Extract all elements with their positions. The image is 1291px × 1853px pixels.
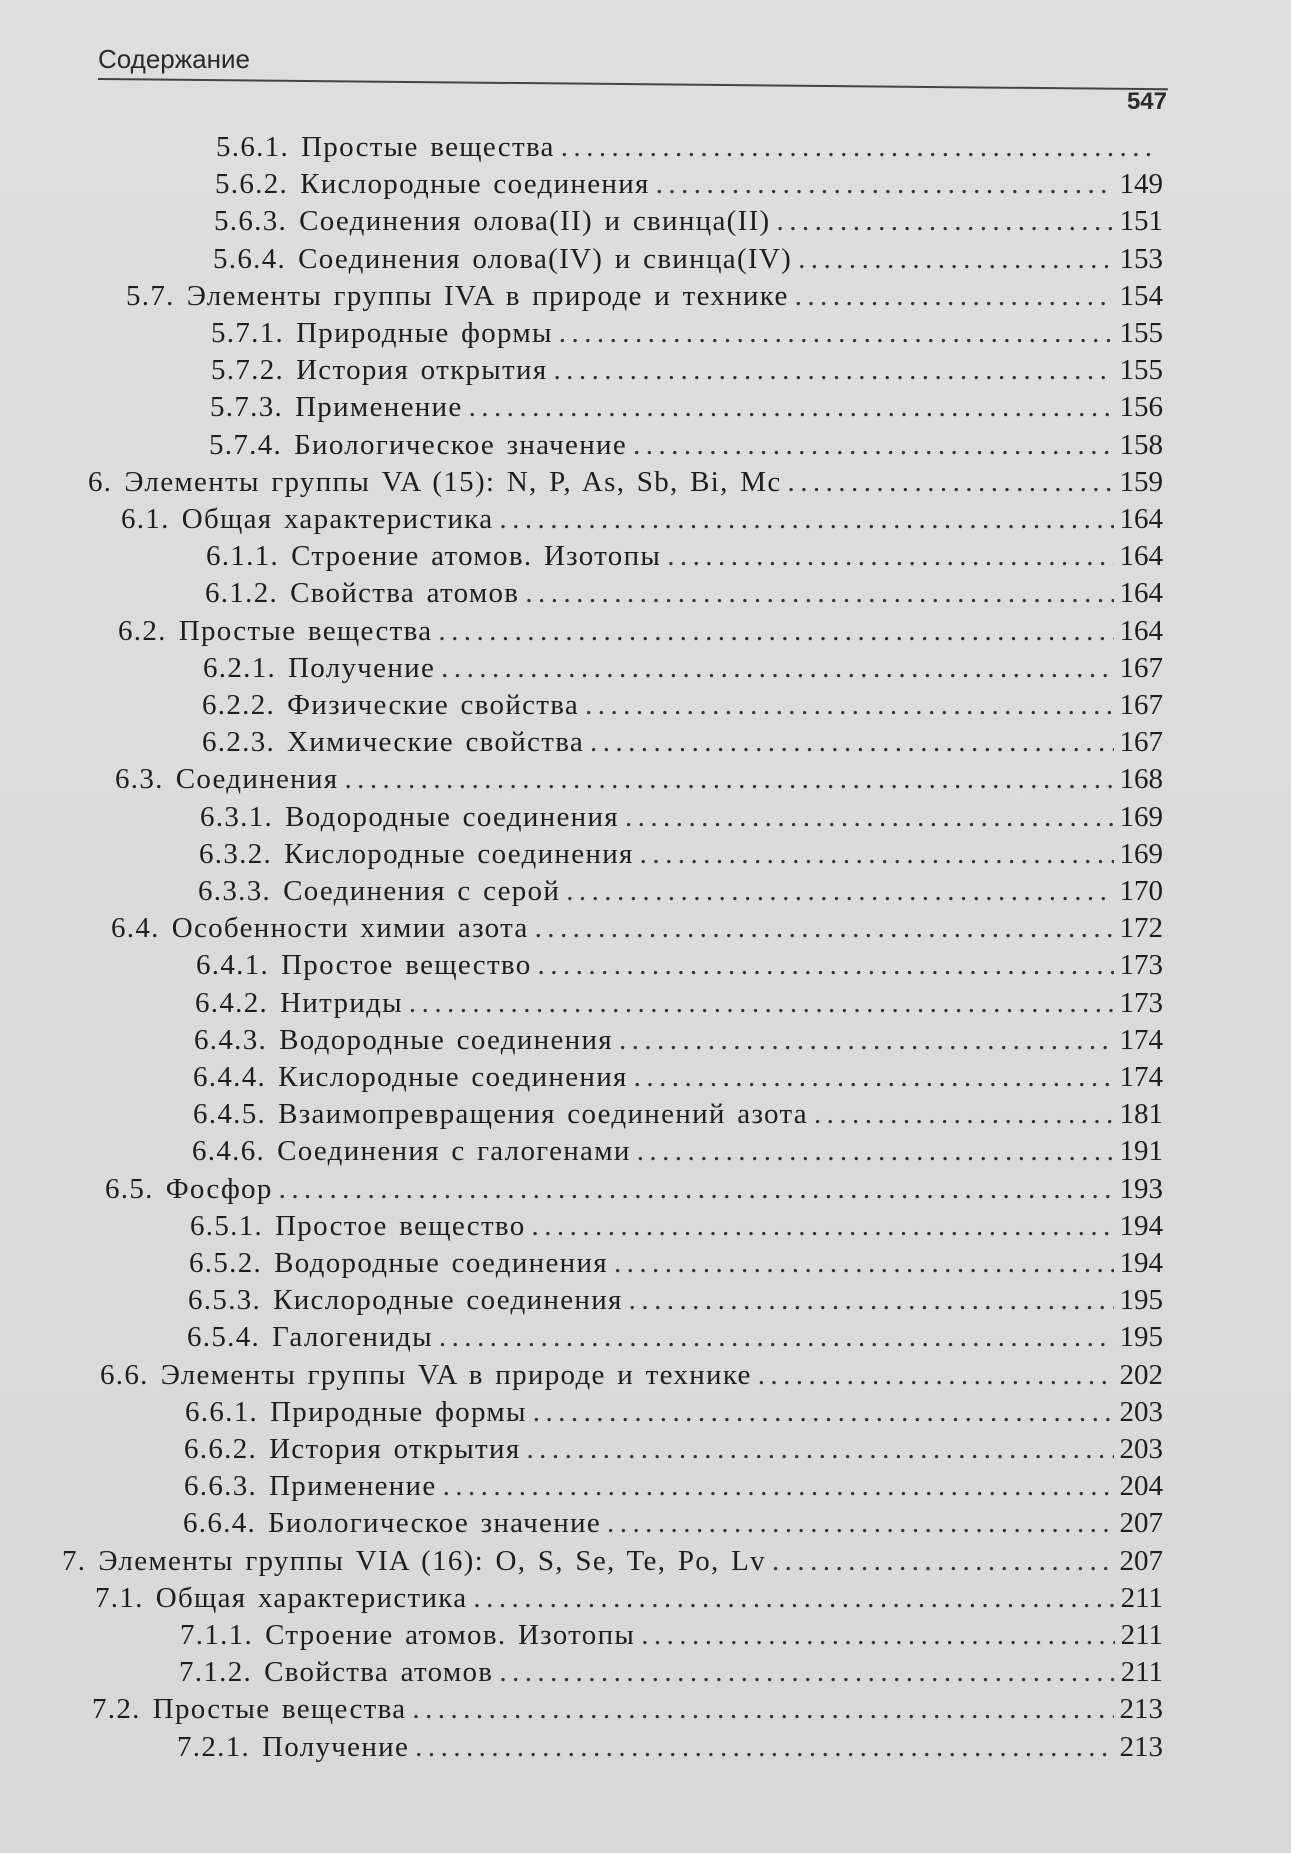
toc-entry[interactable] <box>180 1618 1163 1652</box>
toc-entry-page: 164 <box>1119 614 1163 647</box>
toc-entry[interactable] <box>214 204 1163 238</box>
toc-entry[interactable] <box>95 1581 1163 1615</box>
toc-entry[interactable] <box>88 465 1163 499</box>
toc-entry-page: 173 <box>1119 949 1163 982</box>
toc-entry-title: Элементы группы VIA (16): O, S, Se, Te, Po, Lv <box>98 1544 766 1577</box>
toc-entry-page: 181 <box>1119 1098 1163 1131</box>
toc-entry[interactable] <box>202 688 1163 722</box>
toc-entry-title: Водородные соединения <box>279 1023 613 1056</box>
toc-entry-number: 5.6.2. <box>215 168 289 201</box>
toc-entry-page: 149 <box>1119 168 1163 201</box>
toc-entry[interactable] <box>188 1283 1163 1317</box>
toc-entry-number: 6.4.4. <box>193 1061 267 1093</box>
toc-entry-page: 174 <box>1119 1061 1163 1093</box>
toc-dot-leader <box>777 204 1114 238</box>
toc-entry-title: Простые вещества <box>178 614 433 647</box>
toc-entry-title: Природные формы <box>296 317 553 349</box>
toc-entry-page: 156 <box>1119 391 1163 424</box>
toc-dot-leader <box>641 1618 1114 1652</box>
toc-entry-number: 5.6.3. <box>214 205 288 238</box>
toc-entry-title: Получение <box>288 651 436 684</box>
toc-entry[interactable] <box>215 167 1163 201</box>
toc-entry[interactable] <box>183 1506 1163 1540</box>
toc-entry-page: 207 <box>1119 1507 1163 1540</box>
toc-dot-leader <box>441 651 1113 685</box>
toc-entry-number: 6.5.1. <box>190 1209 264 1242</box>
toc-entry-number: 7.2.1. <box>177 1730 251 1763</box>
toc-entry[interactable] <box>190 1209 1163 1243</box>
toc-entry-page: 168 <box>1119 763 1163 796</box>
toc-entry[interactable] <box>184 1432 1163 1466</box>
toc-entry-page: 204 <box>1119 1470 1163 1503</box>
toc-entry-number: 6.2.1. <box>203 651 277 684</box>
toc-entry-number: 7.2. <box>92 1693 141 1726</box>
toc-entry-number: 6.5.4. <box>187 1321 261 1354</box>
toc-entry-page: 194 <box>1119 1209 1163 1242</box>
toc-dot-leader <box>788 465 1114 499</box>
toc-entry-title: История открытия <box>296 354 548 387</box>
toc-entry-title: Биологическое значение <box>294 428 628 461</box>
toc-entry[interactable] <box>179 1655 1163 1689</box>
toc-entry-number: 7.1.2. <box>179 1656 253 1689</box>
toc-entry-title: Получение <box>262 1730 410 1763</box>
toc-entry-number: 6.5.2. <box>189 1247 263 1279</box>
toc-dot-leader <box>499 1655 1114 1689</box>
toc-entry-page: 154 <box>1119 279 1163 312</box>
toc-dot-leader <box>634 1060 1114 1094</box>
toc-entry[interactable] <box>118 614 1163 648</box>
toc-dot-leader <box>590 725 1114 759</box>
toc-dot-leader <box>438 614 1113 648</box>
toc-entry-number: 6.3.2. <box>199 837 273 870</box>
toc-entry-page: 155 <box>1119 317 1163 349</box>
toc-entry[interactable] <box>192 1134 1163 1168</box>
toc-dot-leader <box>443 1469 1114 1503</box>
toc-entry-title: Биологическое значение <box>268 1507 602 1540</box>
toc-entry-title: Кислородные соединения <box>284 837 634 870</box>
toc-entry-number: 6.2.3. <box>202 726 276 759</box>
toc-dot-leader <box>344 762 1113 796</box>
toc-entry-title: Простое вещество <box>281 949 532 982</box>
toc-entry-page: 153 <box>1119 242 1163 275</box>
toc-entry[interactable] <box>203 651 1163 685</box>
toc-entry-number: 6.6.2. <box>184 1433 258 1465</box>
toc-dot-leader <box>625 800 1114 834</box>
toc-entry-page: 191 <box>1119 1135 1163 1168</box>
toc-entry-title: Строение атомов. Изотопы <box>291 540 662 573</box>
toc-entry-number: 6.4.5. <box>193 1098 267 1131</box>
toc-entry-title: Соединения с галогенами <box>277 1135 631 1168</box>
toc-entry-title: Физические свойства <box>287 689 580 721</box>
toc-entry[interactable] <box>185 1395 1163 1429</box>
toc-dot-leader <box>667 539 1113 573</box>
toc-entry[interactable] <box>193 1060 1163 1094</box>
toc-dot-leader <box>814 1097 1114 1131</box>
toc-entry-number: 6.4.2. <box>195 986 269 1019</box>
toc-dot-leader <box>561 130 1157 164</box>
toc-dot-leader <box>469 390 1114 424</box>
toc-entry-page: 211 <box>1120 1656 1163 1689</box>
toc-entry-title: Галогениды <box>272 1321 433 1354</box>
toc-entry-page: 169 <box>1119 800 1163 833</box>
toc-entry[interactable] <box>111 911 1163 945</box>
toc-dot-leader <box>409 986 1114 1020</box>
toc-entry-number: 6.2. <box>118 614 167 647</box>
toc-entry-title: Соединения олова(IV) и свинца(IV) <box>298 242 793 275</box>
toc-entry[interactable] <box>177 1730 1163 1764</box>
toc-dot-leader <box>772 1544 1114 1578</box>
toc-entry[interactable] <box>187 1320 1163 1354</box>
toc-entry-number: 6. <box>88 465 113 498</box>
toc-entry-number: 6.3.3. <box>198 875 272 907</box>
toc-entry-title: Применение <box>295 391 463 424</box>
toc-dot-leader <box>412 1692 1113 1726</box>
toc-entry-title: Элементы группы VA (15): N, P, As, Sb, Bi, Mc <box>124 465 782 498</box>
toc-dot-leader <box>629 1283 1114 1317</box>
toc-entry[interactable] <box>62 1544 1163 1578</box>
toc-entry[interactable] <box>200 800 1163 834</box>
toc-entry-title: Элементы группы IVA в природе и технике <box>186 279 789 312</box>
toc-entry-page: 193 <box>1119 1172 1163 1205</box>
toc-entry-number: 6.4.3. <box>194 1023 268 1056</box>
toc-entry-title: Взаимопревращения соединений азота <box>278 1098 808 1131</box>
toc-entry-number: 5.7.3. <box>210 391 284 424</box>
toc-entry-title: Простые вещества <box>301 131 555 163</box>
toc-dot-leader <box>619 1023 1114 1057</box>
toc-dot-leader <box>566 874 1113 908</box>
toc-entry-page: 155 <box>1119 354 1163 387</box>
toc-entry-title: Кислородные соединения <box>300 168 650 201</box>
toc-entry-number: 6.4.1. <box>196 949 270 982</box>
toc-entry-title: Соединения <box>175 763 339 796</box>
toc-entry-title: Общая характеристика <box>181 503 494 535</box>
toc-entry-title: Водородные соединения <box>285 800 619 833</box>
toc-entry-number: 5.6.4. <box>213 242 287 275</box>
toc-entry-title: Соединения с серой <box>283 875 561 907</box>
toc-entry-number: 6.6.3. <box>184 1470 258 1503</box>
toc-entry[interactable] <box>193 1097 1163 1131</box>
toc-entry-page: 211 <box>1120 1581 1163 1614</box>
toc-entry-page: 159 <box>1119 465 1163 498</box>
toc-entry-number: 5.7.2. <box>211 354 285 387</box>
toc-entry[interactable] <box>189 1246 1163 1280</box>
toc-entry-title: Химические свойства <box>287 726 584 759</box>
toc-dot-leader <box>640 837 1114 871</box>
toc-entry-page: 213 <box>1119 1730 1163 1763</box>
table-of-contents <box>0 130 1291 1830</box>
toc-entry-number: 6.1.1. <box>206 540 280 573</box>
toc-entry[interactable] <box>199 837 1163 871</box>
toc-entry-title: Нитриды <box>280 986 403 1019</box>
toc-entry[interactable] <box>194 1023 1163 1057</box>
toc-entry[interactable] <box>211 316 1163 350</box>
toc-dot-leader <box>535 911 1114 945</box>
toc-entry-number: 6.3. <box>115 763 164 796</box>
toc-entry-title: История открытия <box>269 1433 521 1465</box>
toc-entry-page: 207 <box>1119 1544 1163 1577</box>
toc-entry-page: 164 <box>1119 540 1163 573</box>
toc-entry-page: 167 <box>1119 726 1163 759</box>
toc-entry-number: 7.1. <box>95 1581 144 1614</box>
toc-entry-title: Кислородные соединения <box>273 1284 623 1317</box>
toc-entry-title: Свойства атомов <box>290 577 520 610</box>
toc-entry-page: 203 <box>1119 1395 1163 1428</box>
toc-entry-page: 170 <box>1119 875 1163 907</box>
toc-entry-title: Свойства атомов <box>264 1656 494 1689</box>
toc-entry-number: 6.3.1. <box>200 800 274 833</box>
toc-dot-leader <box>533 1395 1114 1429</box>
toc-entry-title: Строение атомов. Изотопы <box>265 1619 636 1651</box>
toc-dot-leader <box>607 1506 1113 1540</box>
toc-entry-page: 195 <box>1119 1321 1163 1354</box>
toc-entry[interactable] <box>126 279 1163 313</box>
toc-entry[interactable] <box>205 576 1163 610</box>
toc-entry-page: 169 <box>1119 837 1163 870</box>
toc-entry-page: 202 <box>1119 1358 1163 1391</box>
toc-entry-title: Простое вещество <box>275 1209 526 1242</box>
toc-dot-leader <box>758 1358 1114 1392</box>
toc-entry[interactable] <box>121 502 1163 536</box>
toc-entry[interactable] <box>100 1358 1163 1392</box>
toc-entry-number: 6.5.3. <box>188 1284 262 1317</box>
toc-entry-title: Применение <box>269 1470 437 1503</box>
toc-entry[interactable] <box>216 130 1163 164</box>
toc-entry-number: 5.6.1. <box>216 131 290 163</box>
toc-dot-leader <box>473 1581 1114 1615</box>
toc-entry-title: Фосфор <box>165 1172 273 1205</box>
toc-entry-title: Соединения олова(II) и свинца(II) <box>299 205 771 238</box>
toc-entry-number: 6.4.6. <box>192 1135 266 1168</box>
toc-entry-number: 7. <box>62 1544 87 1577</box>
toc-entry-number: 6.5. <box>105 1172 154 1205</box>
toc-dot-leader <box>499 502 1113 536</box>
toc-entry-page: 167 <box>1119 689 1163 721</box>
toc-dot-leader <box>637 1134 1114 1168</box>
toc-entry[interactable] <box>209 428 1163 462</box>
toc-entry-number: 5.7. <box>126 279 175 312</box>
toc-entry-page: 194 <box>1119 1247 1163 1279</box>
toc-dot-leader <box>532 1209 1114 1243</box>
toc-entry-number: 6.2.2. <box>202 689 276 721</box>
toc-dot-leader <box>656 167 1114 201</box>
toc-entry-number: 7.1.1. <box>180 1619 254 1651</box>
toc-dot-leader <box>614 1246 1114 1280</box>
toc-entry-number: 5.7.4. <box>209 428 283 461</box>
toc-dot-leader <box>538 948 1114 982</box>
toc-dot-leader <box>553 353 1113 387</box>
toc-entry[interactable] <box>202 725 1163 759</box>
toc-entry[interactable] <box>195 986 1163 1020</box>
toc-entry-number: 6.6.4. <box>183 1507 257 1540</box>
toc-entry[interactable] <box>115 762 1163 796</box>
toc-entry[interactable] <box>184 1469 1163 1503</box>
toc-entry-page: 164 <box>1119 503 1163 535</box>
toc-entry[interactable] <box>210 390 1163 424</box>
toc-entry-title: Особенности химии азота <box>171 912 529 945</box>
toc-entry-number: 6.4. <box>111 912 160 945</box>
toc-dot-leader <box>795 279 1114 313</box>
toc-entry-title: Природные формы <box>270 1395 527 1428</box>
toc-entry[interactable] <box>206 539 1163 573</box>
toc-dot-leader <box>279 1172 1114 1206</box>
toc-entry-title: Элементы группы VA в природе и технике <box>160 1358 752 1391</box>
toc-entry-page: 211 <box>1120 1619 1163 1651</box>
toc-entry[interactable] <box>92 1692 1163 1726</box>
toc-dot-leader <box>585 688 1113 722</box>
toc-entry-number: 6.1. <box>121 503 170 535</box>
toc-entry-page: 213 <box>1119 1693 1163 1726</box>
toc-dot-leader <box>439 1320 1114 1354</box>
toc-entry-page: 164 <box>1119 577 1163 610</box>
toc-dot-leader <box>415 1730 1113 1764</box>
toc-entry-page: 203 <box>1119 1433 1163 1465</box>
page-number: 547 <box>1126 88 1167 115</box>
toc-dot-leader <box>633 428 1113 462</box>
toc-entry-title: Простые вещества <box>152 1693 407 1726</box>
toc-entry-number: 6.6. <box>100 1358 149 1391</box>
toc-entry-number: 6.6.1. <box>185 1395 259 1428</box>
toc-entry-page: 195 <box>1119 1284 1163 1317</box>
toc-entry-number: 5.7.1. <box>211 317 285 349</box>
toc-entry-page: 174 <box>1119 1023 1163 1056</box>
toc-entry-title: Общая характеристика <box>155 1581 468 1614</box>
toc-entry[interactable] <box>213 242 1163 276</box>
toc-entry-page: 158 <box>1119 428 1163 461</box>
toc-entry[interactable] <box>211 353 1163 387</box>
toc-dot-leader <box>798 242 1113 276</box>
toc-entry[interactable] <box>105 1172 1163 1206</box>
toc-entry[interactable] <box>198 874 1163 908</box>
toc-entry-page: 173 <box>1119 986 1163 1019</box>
toc-entry-page: 172 <box>1119 912 1163 945</box>
toc-entry-title: Водородные соединения <box>274 1247 608 1279</box>
toc-entry-page: 167 <box>1119 651 1163 684</box>
toc-dot-leader <box>526 1432 1113 1466</box>
toc-entry[interactable] <box>196 948 1163 982</box>
header-rule <box>98 78 1168 90</box>
toc-entry-page: 151 <box>1119 205 1163 238</box>
toc-entry-number: 6.1.2. <box>205 577 279 610</box>
running-header-title: Содержание <box>98 44 250 74</box>
toc-dot-leader <box>525 576 1113 610</box>
toc-entry-title: Кислородные соединения <box>278 1061 628 1093</box>
toc-dot-leader <box>559 316 1114 350</box>
